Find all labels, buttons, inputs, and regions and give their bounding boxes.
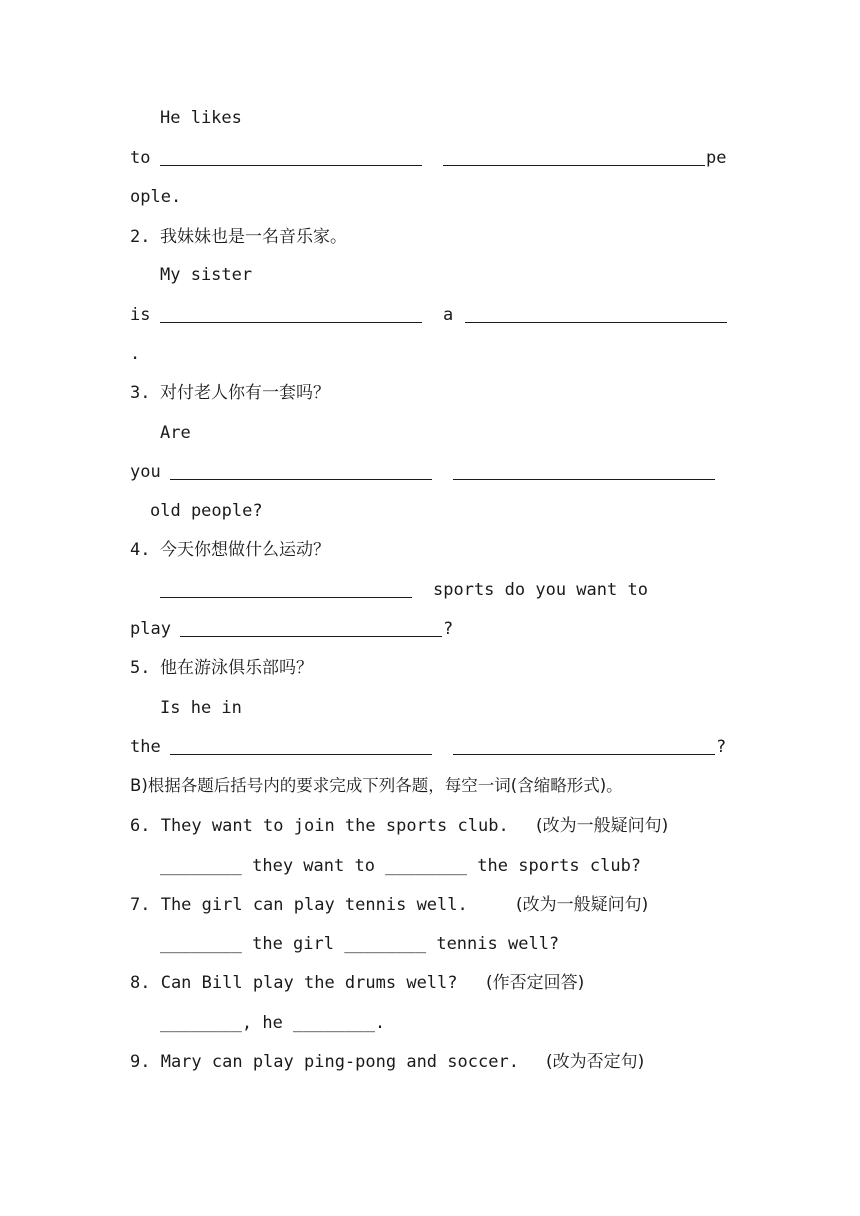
q4-line2 xyxy=(130,619,730,641)
q2-line2-start: is xyxy=(130,305,151,325)
q3-line2-start: you xyxy=(130,462,161,482)
q8-prompt xyxy=(130,973,730,995)
section-b-instruction: B)根据各题后括号内的要求完成下列各题，每空一词(含缩略形式)。 xyxy=(130,776,623,795)
q9-prompt xyxy=(130,1052,730,1074)
q1-line2 xyxy=(130,148,730,170)
q4-line2-end: ? xyxy=(443,619,454,639)
q7-answer[interactable]: ________ the girl ________ tennis well? xyxy=(160,934,560,954)
q4-number: 4. xyxy=(130,540,151,560)
q8-hint: (作否定回答) xyxy=(486,973,585,993)
q3-chinese: 对付老人你有一套吗？ xyxy=(160,383,330,403)
q1-line2-start: to xyxy=(130,148,151,168)
q3-line3: old people? xyxy=(150,501,263,521)
q4-line2-start: play xyxy=(130,619,171,639)
q5-prompt xyxy=(130,658,730,680)
q5-chinese: 他在游泳俱乐部吗？ xyxy=(160,658,313,678)
q2-number: 2. xyxy=(130,227,151,247)
q2-prompt xyxy=(130,227,730,249)
q2-line2-mid: a xyxy=(443,305,454,325)
q5-line2-end: ? xyxy=(716,737,727,757)
q3-line2 xyxy=(130,462,730,484)
q4-line1-mid: sports do you want to xyxy=(433,580,648,600)
q3-blank-2[interactable] xyxy=(453,479,715,480)
q8-text: 8. Can Bill play the drums well? xyxy=(130,973,458,993)
q7-hint: (改为一般疑问句) xyxy=(516,895,649,915)
q7-text: 7. The girl can play tennis well. xyxy=(130,895,468,915)
q6-hint: (改为一般疑问句) xyxy=(536,816,669,836)
q4-blank-2[interactable] xyxy=(180,636,442,637)
q1-line3: ople. xyxy=(130,187,182,207)
q4-prompt xyxy=(130,540,730,562)
q4-blank-1[interactable] xyxy=(160,597,412,598)
q4-chinese: 今天你想做什么运动？ xyxy=(160,540,330,560)
q6-text: 6. They want to join the sports club. xyxy=(130,816,509,836)
q5-blank-2[interactable] xyxy=(453,754,715,755)
q8-answer[interactable]: ________, he ________. xyxy=(160,1013,386,1033)
q3-number: 3. xyxy=(130,383,151,403)
q9-text: 9. Mary can play ping-pong and soccer. xyxy=(130,1052,519,1072)
q1-line2-end: pe xyxy=(706,148,727,168)
q7-prompt xyxy=(130,895,730,917)
q2-line3: . xyxy=(130,344,141,364)
q1-line1: He likes xyxy=(160,108,242,128)
q5-line2-start: the xyxy=(130,737,161,757)
q1-blank-2[interactable] xyxy=(443,165,705,166)
q2-blank-1[interactable] xyxy=(160,322,422,323)
q3-blank-1[interactable] xyxy=(170,479,432,480)
q3-line1: Are xyxy=(160,423,191,443)
q9-hint: (改为否定句) xyxy=(546,1052,645,1072)
q2-blank-2[interactable] xyxy=(465,322,727,323)
q2-chinese: 我妹妹也是一名音乐家。 xyxy=(160,227,347,247)
q5-blank-1[interactable] xyxy=(170,754,432,755)
q2-line2 xyxy=(130,305,730,327)
q5-line2 xyxy=(130,737,730,759)
q6-answer[interactable]: ________ they want to ________ the sports club? xyxy=(160,856,642,876)
q2-line1: My sister xyxy=(160,265,253,285)
q1-blank-1[interactable] xyxy=(160,165,422,166)
q3-prompt xyxy=(130,383,730,405)
q4-line1 xyxy=(130,580,730,602)
q5-line1: Is he in xyxy=(160,698,242,718)
q6-prompt xyxy=(130,816,730,838)
q5-number: 5. xyxy=(130,658,151,678)
